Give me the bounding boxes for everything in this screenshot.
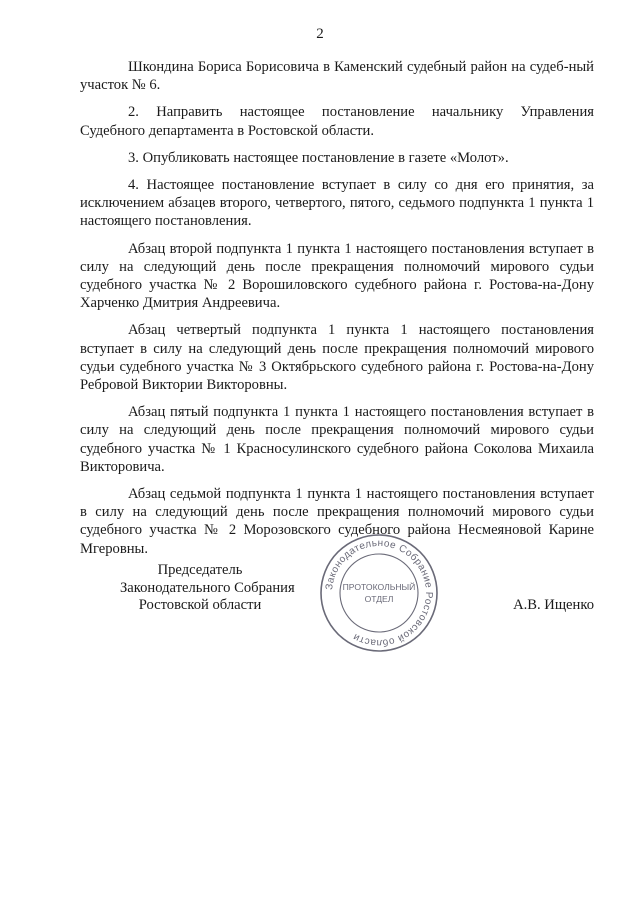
paragraph-item-3: 3. Опубликовать настоящее постановление в газете «Молот». [128, 149, 509, 166]
signatory-title-line: Председатель [157, 562, 243, 578]
paragraph-continuation: Шкондина Бориса Борисовича в Каменский судебный район на судеб-ный участок № 6. [80, 59, 594, 94]
svg-text:ПРОТОКОЛЬНЫЙ: ПРОТОКОЛЬНЫЙ [342, 582, 416, 592]
svg-text:ОТДЕЛ: ОТДЕЛ [364, 594, 394, 604]
signatory-title-line: Законодательного Собрания [120, 579, 295, 596]
paragraph-clause-second: Абзац второй подпункта 1 пункта 1 настоящего постановления вступает в силу на следующий день после прекращения полномочий мирового судьи судебного участка № 2 Ворошиловского судебного района г. Ростова-на-Дону Харченко Дмитрия Андреевича. [80, 240, 594, 312]
signatory-title-line: Ростовской области [138, 597, 262, 613]
official-stamp [318, 532, 440, 654]
signatory-name: А.В. Ищенко [513, 597, 594, 613]
document-body [80, 58, 594, 567]
paragraph-clause-fourth: Абзац четвертый подпункта 1 пункта 1 настоящего постановления вступает в силу на следующий день после прекращения полномочий мирового судьи судебного участка № 3 Октябрьского судебного района г. Ростова-на-Дону Ребровой Виктории Викторовны. [80, 322, 594, 394]
paragraph-clause-seventh: Абзац седьмой подпункта 1 пункта 1 настоящего постановления вступает в силу на следующий день после прекращения полномочий мирового судьи судебного участка № 2 Морозовского судебного района Несмеяновой Карине Мгеровны. [80, 486, 594, 557]
page-number: 2 [316, 26, 324, 42]
signatory-title [120, 562, 295, 615]
paragraph-item-4: 4. Настоящее постановление вступает в силу со дня его принятия, за исключением абзацев второго, четвертого, пятого, седьмого подпункта 1 пункта 1 настоящего постановления. [80, 177, 594, 230]
paragraph-item-2: 2. Направить настоящее постановление начальнику Управления Судебного департамента в Ростовской области. [80, 104, 594, 139]
svg-text:Законодательное Собрание Росто: Законодательное Собрание Ростовской области [324, 537, 435, 649]
paragraph-clause-fifth: Абзац пятый подпункта 1 пункта 1 настоящего постановления вступает в силу на следующий день после прекращения полномочий мирового судьи судебного участка № 1 Красносулинского судебного района Соколова Михаила Викторовича. [80, 404, 594, 475]
stamp-seal-icon [318, 532, 440, 654]
